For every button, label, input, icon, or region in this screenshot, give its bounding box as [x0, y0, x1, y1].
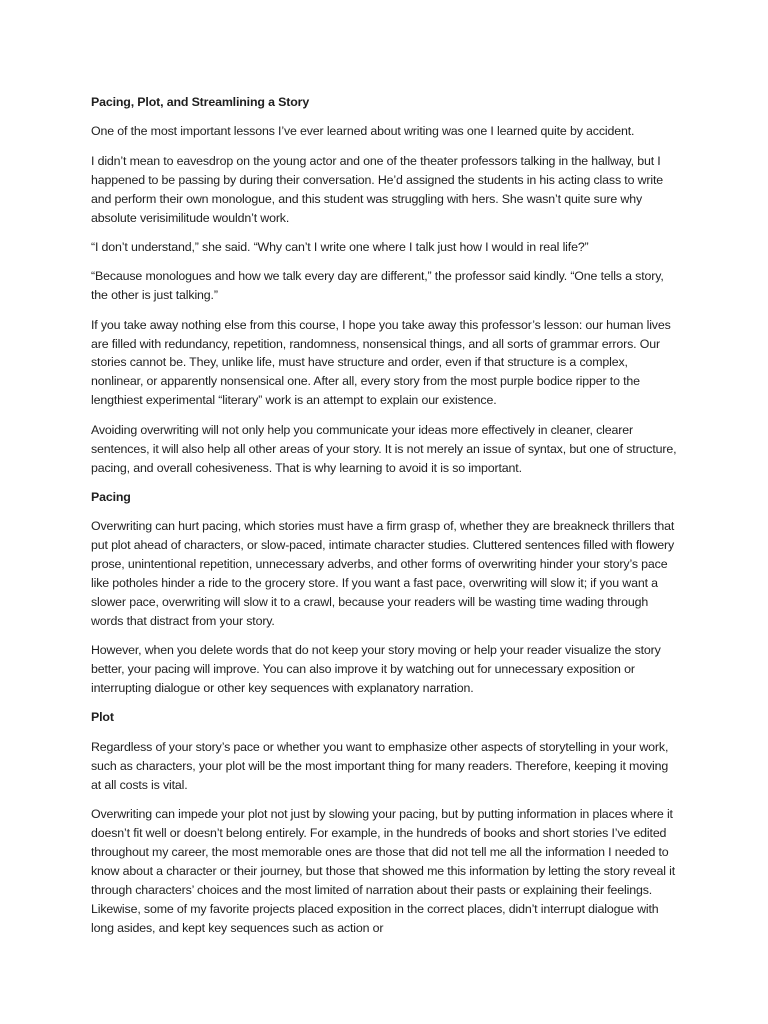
document-title: Pacing, Plot, and Streamlining a Story: [91, 95, 310, 109]
pacing-paragraph-1: Overwriting can hurt pacing, which stories must have a firm grasp of, whether they are breakneck thrillers that put plot ahead of characters, or slow-paced, intimate character studies. Cluttered sentences filled with flowery prose, unintentional repetition, unnecessary adverbs, and other forms of overwriting hinder your story’s pace like potholes hinder a ride to the grocery store. If you want a fast pace, overwriting will slow it; if you want a slower pace, overwriting will slow it to a crawl, because your readers will be wasting time wading through words that distract from your story.: [91, 519, 675, 628]
intro-paragraph-6: Avoiding overwriting will not only help you communicate your ideas more effectively in cleaner, clearer sentences, it will also help all other areas of your story. It is not merely an issue of syntax, but one of structure, pacing, and overall cohesiveness. That is why learning to avoid it is so important.: [91, 422, 677, 475]
intro-paragraph-2: I didn’t mean to eavesdrop on the young actor and one of the theater professors talking in the hallway, but I happened to be passing by during their conversation. He’d assigned the students in his acting class to write and perform their own monologue, and this student was struggling with hers. She wasn’t quite sure why absolute verisimilitude wouldn’t work.: [91, 153, 664, 225]
plot-paragraph-2: Overwriting can impede your plot not just by slowing your pacing, but by putting information in places where it doesn’t fit well or doesn’t belong entirely. For example, in the hundreds of books and short stories I’ve edited throughout my career, the most memorable ones are those that did not tell me all the information I needed to know about a character or their journey, but those that showed me this information by letting the story reveal it through characters’ choices and the most limited of narration about their pasts or explaining their feelings. Likewise, some of my favorite projects placed exposition in the correct places, didn’t interrupt dialogue with long asides, and kept key sequences such as action or: [91, 807, 676, 935]
plot-paragraph-1: Regardless of your story’s pace or whether you want to emphasize other aspects of storytelling in your work, such as characters, your plot will be the most important thing for many readers. Therefore, keeping it moving at all costs is vital.: [91, 739, 669, 792]
intro-paragraph-1: One of the most important lessons I’ve ever learned about writing was one I learned quite by accident.: [91, 124, 635, 139]
intro-paragraph-3: “I don’t understand,” she said. “Why can’t I write one where I talk just how I would in real life?”: [91, 239, 589, 254]
plot-heading: Plot: [91, 710, 114, 725]
pacing-paragraph-2: However, when you delete words that do not keep your story moving or help your reader visualize the story better, your pacing will improve. You can also improve it by watching out for unnecessary exposition or interrupting dialogue or other key sequences with explanatory narration.: [91, 643, 661, 696]
intro-paragraph-5: If you take away nothing else from this course, I hope you take away this professor’s lesson: our human lives are filled with redundancy, repetition, randomness, nonsensical things, and all sorts of grammar errors. Our stories cannot be. They, unlike life, must have structure and order, even if that structure is a complex, nonlinear, or apparently nonsensical one. After all, every story from the most purple bodice ripper to the lengthiest experimental “literary” work is an attempt to explain our existence.: [91, 317, 671, 408]
intro-paragraph-4: “Because monologues and how we talk every day are different,” the professor said kindly. “One tells a story, the other is just talking.”: [91, 269, 664, 303]
document-body: [91, 93, 677, 948]
pacing-heading: Pacing: [91, 489, 131, 504]
